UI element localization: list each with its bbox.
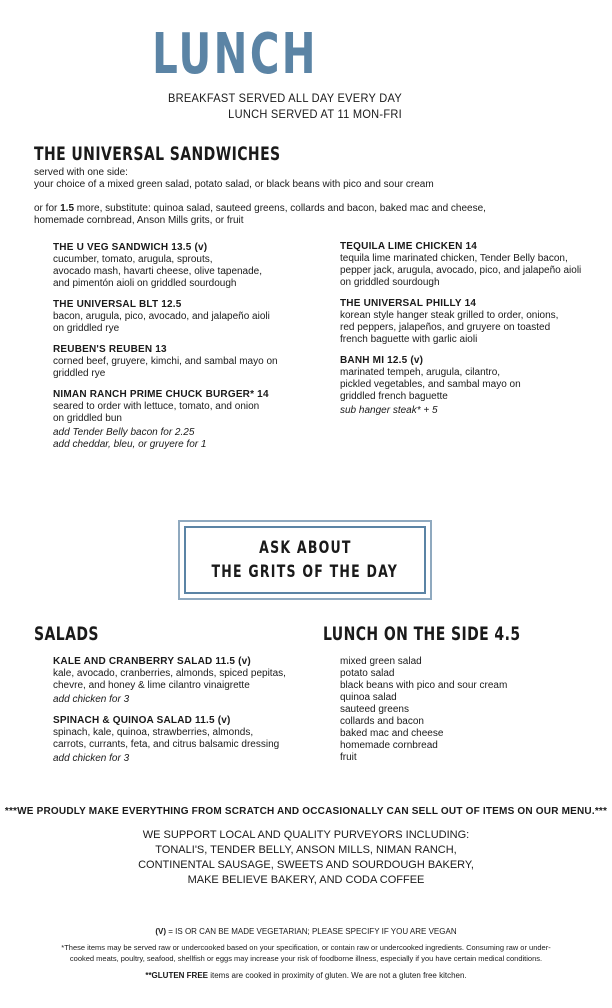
- scratch-note: ***WE PROUDLY MAKE EVERYTHING FROM SCRATCH AND OCCASIONALLY CAN SELL OUT OF ITEMS ON OUR MENU.***: [4, 806, 608, 817]
- menu-item-description: kale, avocado, cranberries, almonds, spiced pepitas,: [53, 668, 286, 679]
- purveyors-line: WE SUPPORT LOCAL AND QUALITY PURVEYORS INCLUDING:: [142, 829, 470, 841]
- menu-item-description: griddled french baguette: [340, 391, 448, 402]
- menu-item-addon: add chicken for 3: [53, 753, 130, 764]
- menu-item-description: marinated tempeh, arugula, cilantro,: [340, 367, 501, 378]
- sides-list: [340, 656, 580, 764]
- menu-item-name: BANH MI 12.5 (v): [340, 355, 424, 366]
- menu-item-description: pepper jack, arugula, avocado, pico, and jalapeño aioli: [340, 265, 582, 276]
- menu-item: [53, 656, 323, 706]
- menu-item-addon: add chicken for 3: [53, 694, 130, 705]
- intro-line-2: your choice of a mixed green salad, potato salad, or black beans with pico and sour cream: [34, 179, 434, 190]
- salads-heading: SALADS: [34, 623, 99, 645]
- menu-item-name: SPINACH & QUINOA SALAD 11.5 (v): [53, 715, 231, 726]
- menu-item-description: chevre, and honey & lime cilantro vinaigrette: [53, 680, 250, 691]
- breakfast-note: BREAKFAST SERVED ALL DAY EVERY DAY: [168, 91, 402, 105]
- raw-food-warning: *These items may be served raw or undercooked based on your specification, or contain raw or undercooked ingredients. Consuming raw or under- cooked meats, poultry, seafood, shellfish or eggs may increase your risk of foodborne illness, especially if you have certain medical conditions.: [61, 943, 551, 963]
- vegetarian-key: (V) = IS OR CAN BE MADE VEGETARIAN; PLEASE SPECIFY IF YOU ARE VEGAN: [155, 927, 457, 936]
- side-item: sauteed greens: [340, 704, 409, 715]
- menu-item-description: tequila lime marinated chicken, Tender Belly bacon,: [340, 253, 568, 264]
- menu-item-name: NIMAN RANCH PRIME CHUCK BURGER* 14: [53, 389, 269, 400]
- menu-item-description: corned beef, gruyere, kimchi, and sambal mayo on: [53, 356, 278, 367]
- sandwiches-right-column: [340, 241, 610, 426]
- purveyors-line: TONALI'S, TENDER BELLY, ANSON MILLS, NIMAN RANCH,: [155, 844, 457, 856]
- menu-item-name: KALE AND CRANBERRY SALAD 11.5 (v): [53, 656, 251, 667]
- side-item: mixed green salad: [340, 656, 422, 667]
- salads-list: [53, 656, 323, 774]
- menu-item-description: carrots, currants, feta, and citrus balsamic dressing: [53, 739, 280, 750]
- menu-item-description: griddled rye: [53, 368, 106, 379]
- side-item: collards and bacon: [340, 716, 424, 727]
- side-item: fruit: [340, 752, 357, 763]
- page-title: LUNCH: [152, 22, 318, 87]
- sides-section: [323, 623, 564, 645]
- menu-item: [53, 344, 313, 380]
- sandwiches-left-column: [53, 242, 313, 460]
- menu-item-addon: sub hanger steak* + 5: [340, 405, 438, 416]
- menu-item-description: spinach, kale, quinoa, strawberries, almonds,: [53, 727, 254, 738]
- purveyors-line: CONTINENTAL SAUSAGE, SWEETS AND SOURDOUGH BAKERY,: [138, 859, 474, 871]
- menu-item: [53, 299, 313, 335]
- menu-item-addon: add cheddar, bleu, or gruyere for 1: [53, 439, 207, 450]
- menu-item: [53, 389, 313, 451]
- menu-item-description: korean style hanger steak grilled to order, onions,: [340, 310, 559, 321]
- side-item: homemade cornbread: [340, 740, 438, 751]
- menu-item-name: THE UNIVERSAL PHILLY 14: [340, 298, 477, 309]
- grits-line-2: THE GRITS OF THE DAY: [211, 562, 399, 582]
- substitute-line: or for 1.5 more, substitute: quinoa salad, sauteed greens, collards and bacon, baked mac and cheese,: [34, 203, 486, 214]
- menu-item: [340, 298, 610, 346]
- side-item: baked mac and cheese: [340, 728, 444, 739]
- menu-item-description: and pimentón aioli on griddled sourdough: [53, 278, 237, 289]
- menu-item-description: cucumber, tomato, arugula, sprouts,: [53, 254, 213, 265]
- menu-item-description: pickled vegetables, and sambal mayo on: [340, 379, 521, 390]
- intro-line-1: served with one side:: [34, 167, 128, 178]
- menu-item-description: bacon, arugula, pico, avocado, and jalapeño aioli: [53, 311, 270, 322]
- side-item: quinoa salad: [340, 692, 397, 703]
- side-item: black beans with pico and sour cream: [340, 680, 508, 691]
- menu-item: [53, 242, 313, 290]
- menu-item-description: red peppers, jalapeños, and gruyere on toasted: [340, 322, 551, 333]
- menu-item-name: TEQUILA LIME CHICKEN 14: [340, 241, 478, 252]
- menu-item: [340, 355, 610, 417]
- substitute-line-2: homemade cornbread, Anson Mills grits, or fruit: [34, 215, 244, 226]
- sandwiches-section: [34, 143, 335, 165]
- lunch-hours-note: LUNCH SERVED AT 11 MON-FRI: [228, 107, 402, 121]
- purveyors-line: MAKE BELIEVE BAKERY, AND CODA COFFEE: [187, 874, 425, 886]
- menu-item-description: avocado mash, havarti cheese, olive tapenade,: [53, 266, 263, 277]
- gluten-free-note: **GLUTEN FREE items are cooked in proximity of gluten. We are not a gluten free kitchen.: [145, 971, 467, 980]
- menu-item-description: on griddled bun: [53, 413, 122, 424]
- grits-callout-inner: [184, 526, 426, 594]
- menu-item-name: THE UNIVERSAL BLT 12.5: [53, 299, 182, 310]
- menu-item-addon: add Tender Belly bacon for 2.25: [53, 427, 195, 438]
- menu-item-description: french baguette with garlic aioli: [340, 334, 478, 345]
- menu-item: [340, 241, 610, 289]
- grits-callout-box: [178, 520, 432, 600]
- sandwiches-intro: [34, 167, 594, 227]
- menu-item-name: THE U VEG SANDWICH 13.5 (v): [53, 242, 208, 253]
- sandwiches-heading: THE UNIVERSAL SANDWICHES: [34, 143, 281, 165]
- menu-item-name: REUBEN'S REUBEN 13: [53, 344, 167, 355]
- grits-line-1: ASK ABOUT: [258, 538, 352, 558]
- menu-item: [53, 715, 323, 765]
- purveyors-note: [0, 828, 612, 888]
- salads-section: [34, 623, 113, 645]
- menu-item-description: on griddled rye: [53, 323, 120, 334]
- sides-heading: LUNCH ON THE SIDE 4.5: [323, 623, 521, 645]
- side-item: potato salad: [340, 668, 395, 679]
- menu-item-description: seared to order with lettuce, tomato, and onion: [53, 401, 260, 412]
- menu-item-description: on griddled sourdough: [340, 277, 440, 288]
